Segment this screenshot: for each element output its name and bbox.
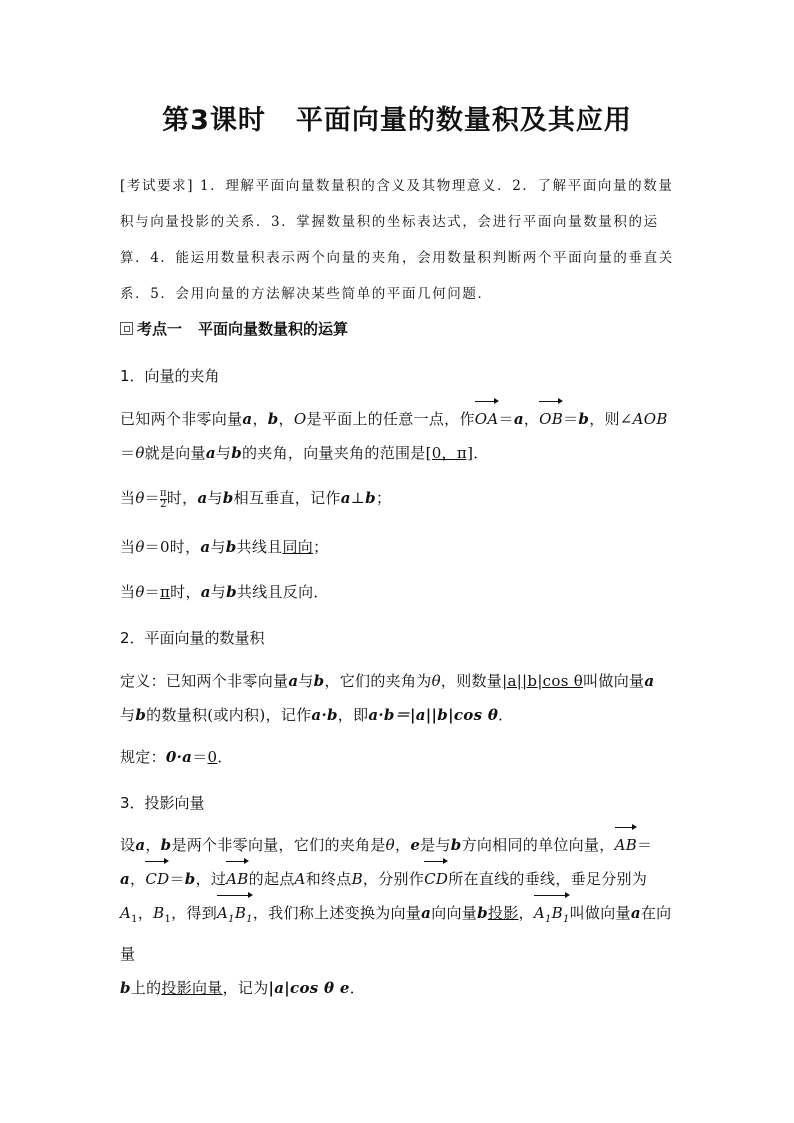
kaodian-label: 考点一 <box>137 320 183 338</box>
title-topic: 平面向量的数量积及其应用 <box>295 105 632 136</box>
sec1-case-perpendicular: 当θ＝ $\frac{\pi}{2}$ 时，a与b相互垂直，记作a⊥b； <box>120 487 392 510</box>
angle-range: [0，π] <box>425 444 474 462</box>
projection-vector-formula: |a|cos θ e <box>268 979 350 997</box>
page-title <box>0 98 794 137</box>
requirements-label: [考试要求] <box>120 178 195 194</box>
kaodian-heading <box>120 318 348 339</box>
sec2-rule: 规定：0·a＝0． <box>120 748 233 766</box>
sec3-heading: 3．投影向量 <box>120 794 205 812</box>
sec2-definition: 定义：已知两个非零向量a与b，它们的夹角为θ，则数量|a||b|cos θ叫做向量a 与b的数量积(或内积)，记作a·b，即a·b＝|a||b|cos θ． <box>120 672 655 724</box>
sec1-case-same-direction: 当θ＝0时，a与b共线且同向； <box>120 538 329 556</box>
sec1-case-opposite: 当θ＝π时，a与b共线且反向． <box>120 583 329 601</box>
vector-CD: CD <box>145 862 169 896</box>
dot-product-formula: |a||b|cos θ <box>502 672 584 690</box>
sec1-heading: 1．向量的夹角 <box>120 367 220 385</box>
pi-over-2: $\frac{\pi}{2}$ <box>159 487 167 510</box>
vector-OB: OB <box>539 402 563 436</box>
section-marker-icon <box>120 322 133 335</box>
sec1-definition: 已知两个非零向量a，b，O是平面上的任意一点，作OA＝a，OB＝b，则∠AOB ＝θ就是向量a与b的夹角，向量夹角的范围是[0，π]． <box>120 402 680 470</box>
sec2-heading: 2．平面向量的数量积 <box>120 629 265 647</box>
vector-AB: AB <box>615 828 637 862</box>
kaodian-title: 平面向量数量积的运算 <box>198 320 349 338</box>
sec3-projection-text: 设a，b是两个非零向量，它们的夹角是θ，e是与b方向相同的单位向量，AB＝ a，CD＝b，过AB的起点A和终点B，分别作CD所在直线的垂线，垂足分别为 $A_1$，$B_1$，得到$A_1B_1$，我们称上述变换为向量a向向量b投影，$A_1B_1$叫做向量a在向量 b上的投影向量，记为|a|cos θ e． <box>120 828 680 1005</box>
exam-requirements <box>120 168 680 312</box>
title-lesson: 第3课时 <box>162 105 266 136</box>
vector-A1B1: $A_1B_1$ <box>217 896 253 937</box>
vector-OA: OA <box>475 402 499 436</box>
requirements-text: 1．理解平面向量数量积的含义及其物理意义．2．了解平面向量的数量积与向量投影的关系．3．掌握数量积的坐标表达式，会进行平面向量数量积的运算．4．能运用数量积表示两个向量的夹角，会用数量积判断两个平面向量的垂直关系．5．会用向量的方法解决某些简单的平面几何问题． <box>120 178 674 302</box>
